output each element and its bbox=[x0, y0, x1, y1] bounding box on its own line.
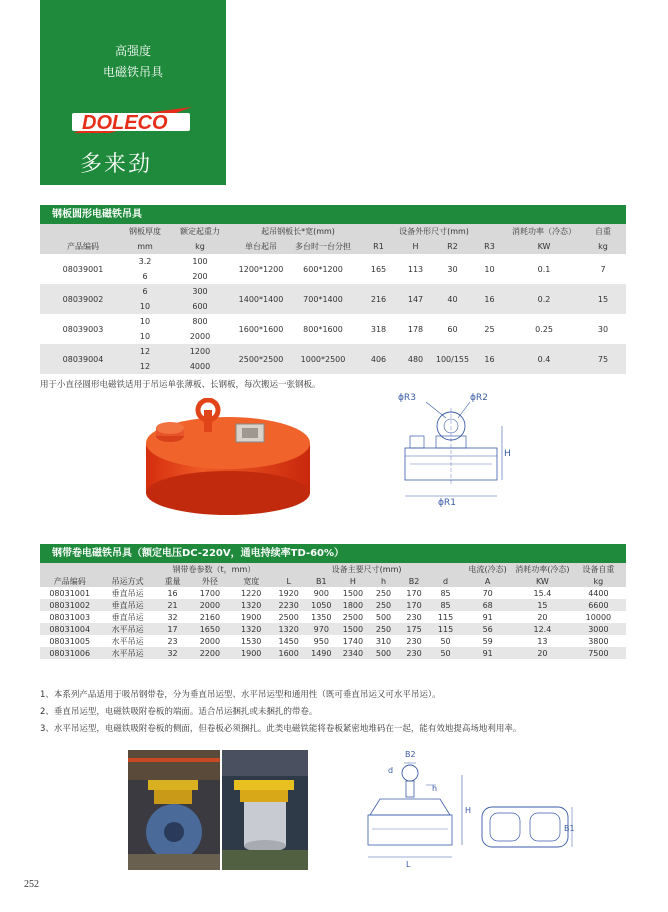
label-b2: B2 bbox=[405, 750, 416, 759]
unit-kg: kg bbox=[571, 575, 626, 587]
col-mode: 吊运方式 bbox=[99, 575, 156, 587]
logo-text: DOLECO bbox=[82, 112, 168, 134]
label-h-small: h bbox=[432, 784, 438, 793]
cell-code: 08031004 bbox=[40, 623, 99, 635]
cell: 12 bbox=[126, 344, 164, 359]
cell: 垂直吊运 bbox=[99, 611, 156, 623]
cell-code: 08039004 bbox=[40, 344, 126, 374]
page-number: 252 bbox=[24, 879, 39, 890]
section1-note: 用于小直径圆形电磁铁适用于吊运单张薄板、长钢板，每次搬运一张钢板。 bbox=[40, 380, 321, 390]
cell: 12 bbox=[126, 359, 164, 374]
cell: 406 bbox=[360, 344, 397, 374]
table-header-row bbox=[40, 563, 626, 575]
table-row bbox=[40, 647, 626, 659]
cell: 800*1600 bbox=[286, 314, 360, 344]
col-width: 宽度 bbox=[231, 575, 272, 587]
cell: 500 bbox=[369, 611, 399, 623]
cell: 2500 bbox=[337, 611, 369, 623]
cell: 170 bbox=[398, 587, 430, 599]
cell: 10 bbox=[126, 329, 164, 344]
factory-photo-left bbox=[128, 750, 220, 874]
cell-code: 08039002 bbox=[40, 284, 126, 314]
cell: 100/155 bbox=[434, 344, 471, 374]
col-single: 单台起吊 bbox=[236, 239, 286, 254]
cell-code: 08031003 bbox=[40, 611, 99, 623]
cell: 2230 bbox=[272, 599, 306, 611]
cell: 1500 bbox=[337, 623, 369, 635]
cell: 200 bbox=[164, 269, 236, 284]
unit-kw: KW bbox=[508, 239, 580, 254]
cell: 1900 bbox=[231, 611, 272, 623]
cell: 85 bbox=[430, 599, 462, 611]
col-multi: 多台时一台分担 bbox=[286, 239, 360, 254]
cell: 0.4 bbox=[508, 344, 580, 374]
cell: 600 bbox=[164, 299, 236, 314]
col-od: 外径 bbox=[189, 575, 230, 587]
col-plate-size: 起吊钢板长*宽(mm) bbox=[236, 224, 360, 239]
cell: 700*1400 bbox=[286, 284, 360, 314]
col-dims: 设备主要尺寸(mm) bbox=[272, 563, 461, 575]
cell: 1600 bbox=[272, 647, 306, 659]
cell: 1320 bbox=[272, 623, 306, 635]
factory-photo-right bbox=[222, 750, 308, 874]
coil-magnet-table bbox=[40, 563, 626, 659]
cell: 1900 bbox=[231, 647, 272, 659]
cell: 250 bbox=[369, 599, 399, 611]
label-h: H bbox=[504, 449, 511, 459]
cell: 20 bbox=[514, 611, 571, 623]
cell: 10000 bbox=[571, 611, 626, 623]
cell: 6600 bbox=[571, 599, 626, 611]
cell: 3000 bbox=[571, 623, 626, 635]
cell: 30 bbox=[580, 314, 626, 344]
cell: 310 bbox=[369, 635, 399, 647]
col-B1: B1 bbox=[305, 575, 337, 587]
cell: 1600*1600 bbox=[236, 314, 286, 344]
table-row bbox=[40, 599, 626, 611]
brand-title-line1: 高强度 bbox=[114, 44, 151, 58]
cell: 20 bbox=[514, 647, 571, 659]
cell: 16 bbox=[471, 284, 508, 314]
cell: 250 bbox=[369, 623, 399, 635]
cell: 70 bbox=[461, 587, 514, 599]
cell: 水平吊运 bbox=[99, 623, 156, 635]
table-row bbox=[40, 344, 626, 359]
cell: 100 bbox=[164, 254, 236, 269]
cell: 1320 bbox=[231, 623, 272, 635]
cell: 1320 bbox=[231, 599, 272, 611]
label-H: H bbox=[465, 806, 472, 815]
brand-panel bbox=[40, 0, 226, 185]
cell-code: 08039001 bbox=[40, 254, 126, 284]
cell: 15 bbox=[580, 284, 626, 314]
cell: 垂直吊运 bbox=[99, 587, 156, 599]
cell: 40 bbox=[434, 284, 471, 314]
table-row bbox=[40, 314, 626, 329]
unit-mm: mm bbox=[126, 239, 164, 254]
cell: 1530 bbox=[231, 635, 272, 647]
table-header-row bbox=[40, 224, 626, 239]
cell: 6 bbox=[126, 269, 164, 284]
cell: 3.2 bbox=[126, 254, 164, 269]
cell: 1050 bbox=[305, 599, 337, 611]
cell: 13 bbox=[514, 635, 571, 647]
col-code: 产品编码 bbox=[40, 239, 126, 254]
cell: 178 bbox=[397, 314, 434, 344]
cell: 21 bbox=[156, 599, 189, 611]
col-weight: 自重 bbox=[580, 224, 626, 239]
table-row bbox=[40, 611, 626, 623]
cell: 0.1 bbox=[508, 254, 580, 284]
section2-title: 钢带卷电磁铁吊具（额定电压DC-220V，通电持续率TD-60%） bbox=[40, 544, 626, 563]
coil-magnet-diagram bbox=[350, 745, 580, 874]
cell: 2200 bbox=[189, 647, 230, 659]
section2-note-3: 3、水平吊运型，电磁铁吸附卷板的侧面，但卷板必须捆扎。此类电磁铁能将卷板紧密地堆码在一起，能有效地提高场地利用率。 bbox=[40, 724, 522, 734]
cell: 500 bbox=[369, 647, 399, 659]
cell: 0.2 bbox=[508, 284, 580, 314]
cell: 56 bbox=[461, 623, 514, 635]
cell: 68 bbox=[461, 599, 514, 611]
table-row bbox=[40, 623, 626, 635]
label-L: L bbox=[406, 860, 411, 869]
cell: 23 bbox=[156, 635, 189, 647]
col-dims: 设备外形尺寸(mm) bbox=[360, 224, 508, 239]
col-self-weight: 设备自重 bbox=[571, 563, 626, 575]
cell: 3800 bbox=[571, 635, 626, 647]
cell: 1200 bbox=[164, 344, 236, 359]
cell: 300 bbox=[164, 284, 236, 299]
cell: 1350 bbox=[305, 611, 337, 623]
cell: 600*1200 bbox=[286, 254, 360, 284]
cell: 1700 bbox=[189, 587, 230, 599]
cell: 50 bbox=[430, 647, 462, 659]
cell: 17 bbox=[156, 623, 189, 635]
cell: 0.25 bbox=[508, 314, 580, 344]
label-d: d bbox=[388, 766, 394, 775]
cell: 30 bbox=[434, 254, 471, 284]
cell: 91 bbox=[461, 611, 514, 623]
cell: 水平吊运 bbox=[99, 635, 156, 647]
cell: 318 bbox=[360, 314, 397, 344]
cell: 6 bbox=[126, 284, 164, 299]
cell: 91 bbox=[461, 647, 514, 659]
label-r3: ϕR3 bbox=[398, 393, 416, 403]
cell: 15 bbox=[514, 599, 571, 611]
section2-note-1: 1、本系列产品适用于吸吊钢带卷，分为垂直吊运型、水平吊运型和通用性（既可垂直吊运又可水平吊运）。 bbox=[40, 690, 441, 700]
unit-kg: kg bbox=[164, 239, 236, 254]
label-B1: B1 bbox=[564, 824, 575, 833]
cell: 1500 bbox=[337, 587, 369, 599]
cell-code: 08031006 bbox=[40, 647, 99, 659]
cell: 7500 bbox=[571, 647, 626, 659]
section1-title: 钢板圆形电磁铁吊具 bbox=[40, 205, 626, 224]
cell: 800 bbox=[164, 314, 236, 329]
cell: 115 bbox=[430, 623, 462, 635]
table-row bbox=[40, 254, 626, 269]
cell: 113 bbox=[397, 254, 434, 284]
cell: 1400*1400 bbox=[236, 284, 286, 314]
cell: 170 bbox=[398, 599, 430, 611]
cell-code: 08031001 bbox=[40, 587, 99, 599]
round-magnet-diagram bbox=[390, 388, 520, 522]
label-r2: ϕR2 bbox=[470, 393, 488, 403]
plate-magnet-table bbox=[40, 224, 626, 374]
cell: 32 bbox=[156, 611, 189, 623]
cell: 50 bbox=[430, 635, 462, 647]
round-magnet-photo bbox=[140, 398, 320, 524]
cell: 1800 bbox=[337, 599, 369, 611]
cell: 970 bbox=[305, 623, 337, 635]
cell: 230 bbox=[398, 635, 430, 647]
col-r2: R2 bbox=[434, 239, 471, 254]
col-d: d bbox=[430, 575, 462, 587]
col-thickness: 钢板厚度 bbox=[126, 224, 164, 239]
col-rated-lift: 额定起重力 bbox=[164, 224, 236, 239]
cell: 10 bbox=[126, 314, 164, 329]
cell: 1650 bbox=[189, 623, 230, 635]
cell-code: 08031002 bbox=[40, 599, 99, 611]
table-header-row bbox=[40, 575, 626, 587]
cell: 165 bbox=[360, 254, 397, 284]
cell-code: 08031005 bbox=[40, 635, 99, 647]
cell: 85 bbox=[430, 587, 462, 599]
table-row bbox=[40, 587, 626, 599]
cell: 175 bbox=[398, 623, 430, 635]
cell: 7 bbox=[580, 254, 626, 284]
cell: 4000 bbox=[164, 359, 236, 374]
cell: 15.4 bbox=[514, 587, 571, 599]
col-power: 消耗功率(冷态) bbox=[515, 564, 570, 574]
cell: 32 bbox=[156, 647, 189, 659]
cell: 59 bbox=[461, 635, 514, 647]
cell: 2340 bbox=[337, 647, 369, 659]
cell: 216 bbox=[360, 284, 397, 314]
table-row bbox=[40, 635, 626, 647]
brand-title-line2: 电磁铁吊具 bbox=[102, 65, 163, 79]
col-L: L bbox=[272, 575, 306, 587]
cell: 1740 bbox=[337, 635, 369, 647]
col-r3: R3 bbox=[471, 239, 508, 254]
col-h: H bbox=[397, 239, 434, 254]
unit-a: A bbox=[461, 575, 514, 587]
cell: 10 bbox=[126, 299, 164, 314]
brand-chinese-name: 多来劲 bbox=[80, 152, 153, 177]
cell: 水平吊运 bbox=[99, 647, 156, 659]
cell: 2000 bbox=[189, 635, 230, 647]
doleco-logo bbox=[70, 103, 195, 141]
cell: 1220 bbox=[231, 587, 272, 599]
cell: 2500 bbox=[272, 611, 306, 623]
col-power: 消耗功率（冷态） bbox=[508, 224, 580, 239]
cell: 10 bbox=[471, 254, 508, 284]
col-weight: 重量 bbox=[156, 575, 189, 587]
cell: 1000*2500 bbox=[286, 344, 360, 374]
table-header-row bbox=[40, 239, 626, 254]
cell: 1450 bbox=[272, 635, 306, 647]
cell: 900 bbox=[305, 587, 337, 599]
col-r1: R1 bbox=[360, 239, 397, 254]
cell: 12.4 bbox=[514, 623, 571, 635]
cell: 2000 bbox=[164, 329, 236, 344]
cell: 230 bbox=[398, 611, 430, 623]
cell: 950 bbox=[305, 635, 337, 647]
cell: 250 bbox=[369, 587, 399, 599]
col-code: 产品编码 bbox=[40, 575, 99, 587]
cell: 147 bbox=[397, 284, 434, 314]
label-r1: ϕR1 bbox=[438, 498, 456, 508]
cell: 75 bbox=[580, 344, 626, 374]
unit-kw: KW bbox=[514, 575, 571, 587]
cell: 2500*2500 bbox=[236, 344, 286, 374]
cell: 16 bbox=[471, 344, 508, 374]
col-current: 电流(冷态) bbox=[461, 563, 514, 575]
cell: 230 bbox=[398, 647, 430, 659]
cell: 25 bbox=[471, 314, 508, 344]
cell: 垂直吊运 bbox=[99, 599, 156, 611]
cell: 2160 bbox=[189, 611, 230, 623]
cell-code: 08039003 bbox=[40, 314, 126, 344]
cell: 60 bbox=[434, 314, 471, 344]
cell: 16 bbox=[156, 587, 189, 599]
unit-kg: kg bbox=[580, 239, 626, 254]
col-B2: B2 bbox=[398, 575, 430, 587]
col-H: H bbox=[337, 575, 369, 587]
cell: 1200*1200 bbox=[236, 254, 286, 284]
table-row bbox=[40, 284, 626, 299]
col-coil-params: 钢带卷参数（t，mm） bbox=[156, 563, 272, 575]
cell: 1490 bbox=[305, 647, 337, 659]
col-h: h bbox=[369, 575, 399, 587]
cell: 1920 bbox=[272, 587, 306, 599]
section2-note-2: 2、垂直吊运型，电磁铁吸附卷板的端面。适合吊运捆扎或未捆扎的带卷。 bbox=[40, 707, 318, 717]
cell: 115 bbox=[430, 611, 462, 623]
cell: 2000 bbox=[189, 599, 230, 611]
cell: 480 bbox=[397, 344, 434, 374]
cell: 4400 bbox=[571, 587, 626, 599]
